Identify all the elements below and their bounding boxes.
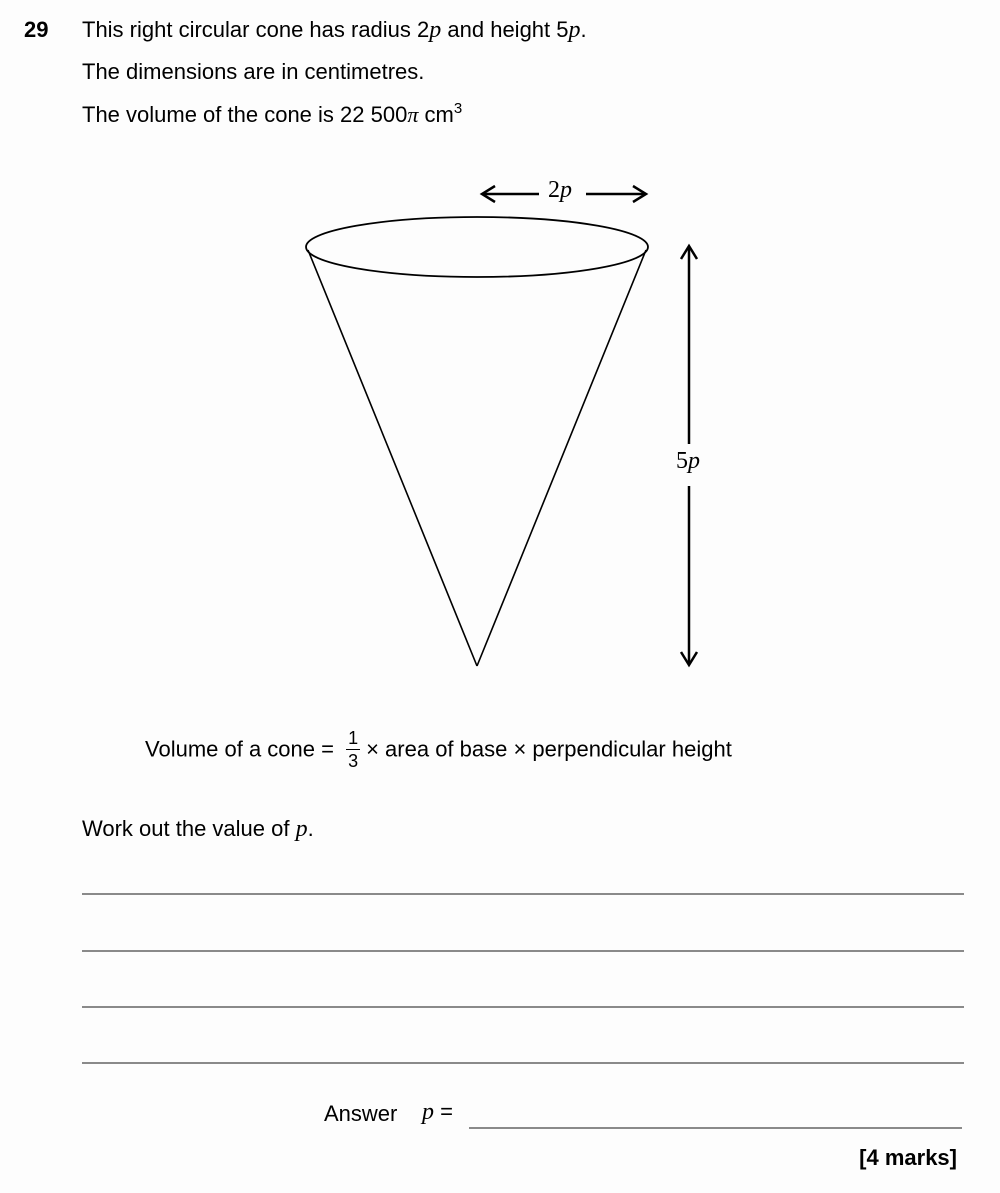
height-var: p: [568, 17, 581, 43]
radius-var: p: [429, 17, 442, 43]
height-coef: 5: [556, 17, 569, 42]
instruction-var: p: [295, 816, 308, 842]
question-number: 29: [24, 17, 49, 42]
working-line-3[interactable]: [82, 1006, 964, 1008]
cone-right-side: [477, 250, 646, 666]
instruction: [82, 816, 314, 843]
fraction-denominator: 3: [348, 751, 359, 771]
unit: cm: [418, 102, 454, 127]
marks-label: [4 marks]: [859, 1145, 957, 1170]
volume-formula: [145, 728, 732, 771]
instruction-text: Work out the value of: [82, 816, 296, 841]
working-line-1[interactable]: [82, 893, 964, 895]
volume-value: The volume of the cone is 22 500: [82, 102, 408, 127]
formula-rhs: × area of base × perpendicular height: [366, 736, 732, 762]
radius-coef: 2: [417, 17, 430, 42]
height-label-coef: 5: [676, 448, 688, 474]
working-line-2[interactable]: [82, 950, 964, 952]
answer-variable: [422, 1099, 453, 1126]
working-line-4[interactable]: [82, 1062, 964, 1064]
answer-equals: =: [434, 1099, 453, 1124]
answer-var: p: [422, 1099, 434, 1125]
fraction-one-third: [346, 728, 360, 771]
line1-mid: and height: [441, 17, 557, 42]
height-label-var: p: [688, 448, 700, 474]
instruction-end: .: [307, 816, 314, 841]
radius-label-coef: 2: [548, 177, 560, 203]
radius-label-var: p: [560, 177, 572, 203]
line1-end: .: [580, 17, 587, 42]
height-label: [676, 448, 700, 475]
formula-lhs: Volume of a cone =: [145, 736, 341, 762]
fraction-numerator: 1: [348, 728, 359, 748]
answer-input-line[interactable]: [469, 1127, 962, 1129]
answer-label: Answer: [324, 1101, 398, 1126]
line1-prefix: This right circular cone has radius: [82, 17, 418, 42]
pi-symbol: π: [407, 102, 419, 127]
cone-base-ellipse: [306, 217, 648, 277]
cone-left-side: [308, 250, 477, 666]
radius-label: [548, 177, 572, 204]
unit-exponent: 3: [453, 100, 463, 117]
question-line-2: The dimensions are in centimetres.: [82, 59, 425, 84]
